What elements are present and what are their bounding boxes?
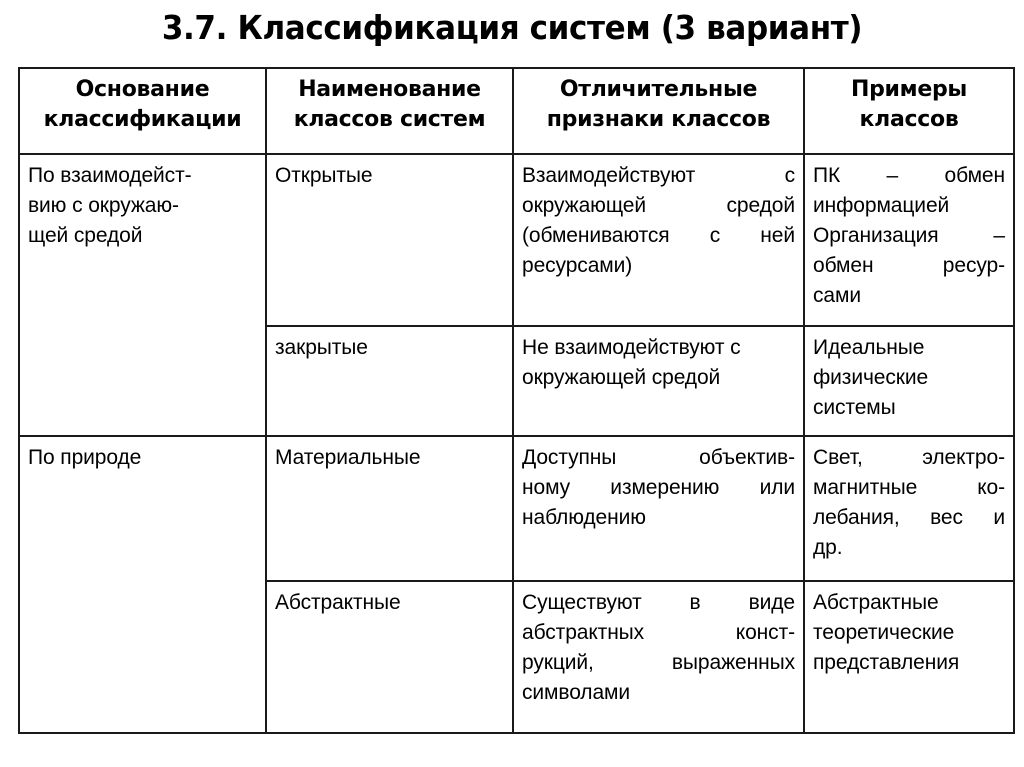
cell-features-open	[513, 154, 804, 326]
table-row	[19, 154, 1014, 326]
column-header-class-name-line1: Наименование	[298, 77, 481, 102]
column-header-class-name-line2: классов систем	[293, 107, 486, 132]
features-closed-line1: Не взаимодействуют с	[522, 336, 741, 359]
table-body	[19, 154, 1014, 733]
examples-material-line3: лебания, вес и	[813, 506, 1005, 529]
examples-open-p1-line1: ПК – обмен	[813, 164, 1005, 187]
features-abstract-line4: символами	[522, 681, 631, 704]
basis-line1: По взаимодейст-	[28, 164, 192, 187]
examples-material-line1: Свет, электро-	[813, 446, 1005, 469]
examples-abstract-line3: представления	[813, 651, 960, 674]
features-material-line1: Доступны объектив-	[522, 446, 795, 469]
cell-examples-abstract	[804, 581, 1014, 733]
column-header-features	[513, 68, 804, 154]
class-name-material: Материальные	[275, 446, 421, 469]
cell-class-open	[266, 154, 513, 326]
column-header-examples	[804, 68, 1014, 154]
column-header-features-line2: признаки классов	[546, 107, 771, 132]
page-title: 3.7. Классификация систем (3 вариант)	[161, 8, 863, 47]
examples-open-paragraph-1	[813, 161, 1005, 221]
cell-class-abstract	[266, 581, 513, 733]
examples-closed-line1: Идеальные	[813, 336, 925, 359]
classification-table-container	[18, 67, 1013, 732]
features-material-line3: наблюдению	[522, 506, 646, 529]
class-name-open: Открытые	[275, 164, 373, 187]
class-name-closed: закрытые	[275, 336, 368, 359]
column-header-basis-line2: классификации	[43, 107, 242, 132]
examples-closed-line2: физические	[813, 366, 929, 389]
cell-basis-nature	[19, 436, 266, 733]
examples-open-paragraph-2	[813, 221, 1005, 311]
cell-class-material	[266, 436, 513, 581]
examples-material-line4: др.	[813, 536, 843, 559]
column-header-examples-line2: классов	[859, 107, 959, 132]
examples-abstract-line2: теоретические	[813, 621, 955, 644]
column-header-class-name	[266, 68, 513, 154]
cell-examples-open	[804, 154, 1014, 326]
basis-line2: вию с окружаю-	[28, 194, 179, 217]
classification-table	[18, 67, 1015, 734]
features-abstract-line2: абстрактных конст-	[522, 621, 795, 644]
examples-open-p2-line3: сами	[813, 284, 861, 307]
cell-features-abstract	[513, 581, 804, 733]
features-open-line3: (обмениваются с ней	[522, 224, 795, 247]
features-abstract-line3: рукций, выраженных	[522, 651, 795, 674]
features-open-line2: окружающей средой	[522, 194, 795, 217]
basis-line3: щей средой	[28, 224, 143, 247]
cell-basis-interaction	[19, 154, 266, 436]
column-header-examples-line1: Примеры	[850, 77, 968, 102]
examples-material-line2: магнитные ко-	[813, 476, 1005, 499]
examples-closed-line3: системы	[813, 396, 896, 419]
features-abstract-line1: Существуют в виде	[522, 591, 795, 614]
features-open-line4: ресурсами)	[522, 254, 633, 277]
column-header-basis	[19, 68, 266, 154]
cell-features-material	[513, 436, 804, 581]
table-header-row	[19, 68, 1014, 154]
basis-nature-line1: По природе	[28, 446, 142, 469]
column-header-features-line1: Отличительные	[559, 77, 758, 102]
features-closed-line2: окружающей средой	[522, 366, 721, 389]
examples-open-p1-line2: информацией	[813, 194, 950, 217]
cell-features-closed	[513, 326, 804, 436]
features-open-line1: Взаимодействуют с	[522, 164, 795, 187]
cell-class-closed	[266, 326, 513, 436]
cell-examples-closed	[804, 326, 1014, 436]
examples-open-p2-line1: Организация –	[813, 224, 1005, 247]
table-row	[19, 436, 1014, 581]
table-header	[19, 68, 1014, 154]
features-material-line2: ному измерению или	[522, 476, 795, 499]
examples-open-p2-line2: обмен ресур-	[813, 254, 1005, 277]
cell-examples-material	[804, 436, 1014, 581]
column-header-basis-line1: Основание	[75, 77, 210, 102]
examples-abstract-line1: Абстрактные	[813, 591, 939, 614]
class-name-abstract: Абстрактные	[275, 591, 401, 614]
